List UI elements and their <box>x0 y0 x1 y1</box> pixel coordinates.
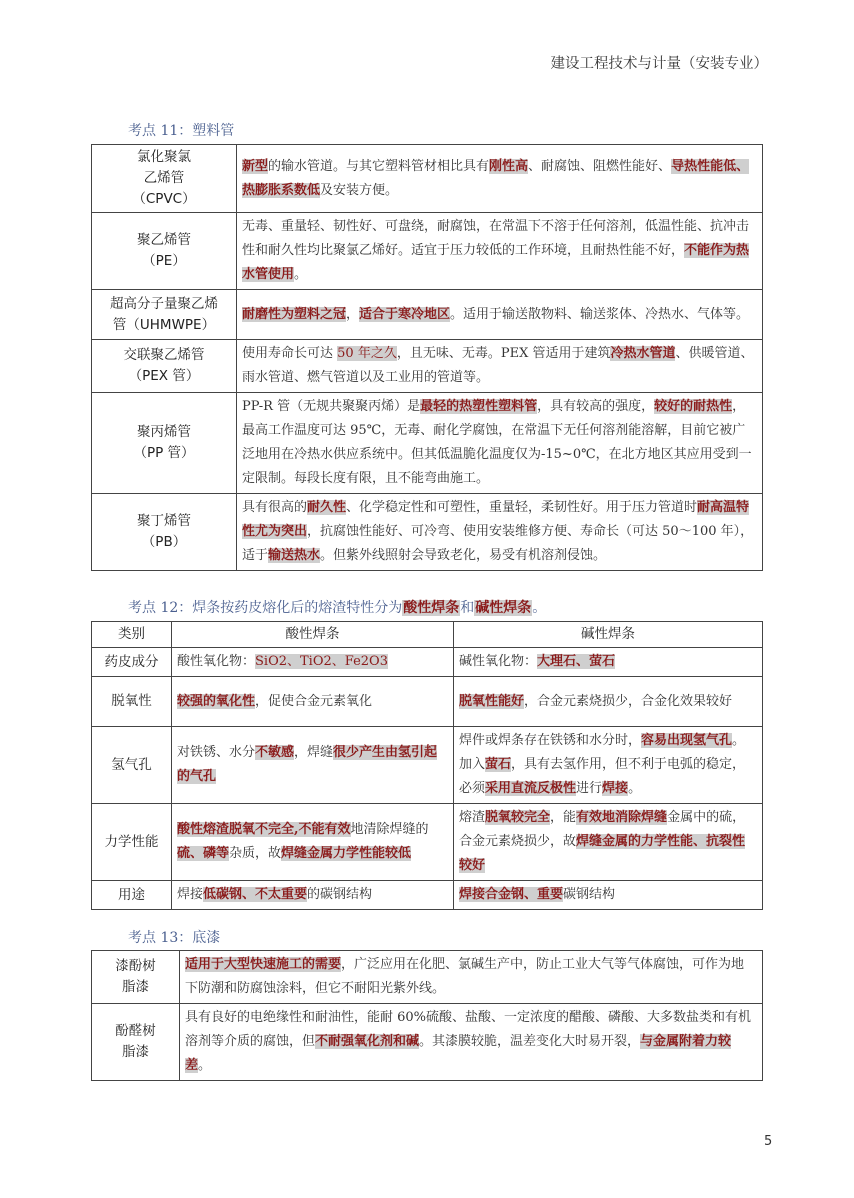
highlighted-text: 酸性焊条 <box>403 600 460 616</box>
table-row <box>92 290 763 340</box>
primer-description-cell <box>180 1004 763 1081</box>
category-name-cell <box>92 727 172 804</box>
name-line: 力学性能 <box>104 833 159 850</box>
name-line: 交联聚乙烯管 <box>123 347 205 363</box>
highlighted-text: 最轻的热塑性塑料管 <box>420 399 538 414</box>
basic-rod-cell <box>454 677 763 727</box>
name-line: 乙烯管 <box>143 170 185 186</box>
name-line: 氢气孔 <box>111 756 152 773</box>
pipe-name-cell <box>92 145 237 213</box>
acid-rod-cell <box>172 804 454 881</box>
highlighted-text: 焊缝金属力学性能较低 <box>281 846 412 861</box>
text-segment: 具有很高的 <box>242 500 308 515</box>
text-segment: ，抗腐蚀性能好、可冷弯、使用安装维修方便、寿命长（可达 50～100 年），适于 <box>242 524 754 563</box>
text-segment: 。 <box>628 781 642 796</box>
table-row <box>92 648 763 677</box>
header-acid-rod: 酸性焊条 <box>172 622 454 648</box>
table-row <box>92 1004 763 1081</box>
name-line: 脂漆 <box>122 979 149 995</box>
table-row <box>92 393 763 494</box>
highlighted-text: 容易出现氢气孔 <box>641 733 733 748</box>
text-segment: ，能 <box>550 810 577 825</box>
table-row <box>92 804 763 881</box>
basic-rod-cell <box>454 727 763 804</box>
highlighted-text: 刚性高 <box>489 158 529 174</box>
basic-rod-cell <box>454 648 763 677</box>
text-segment: 。其漆膜较脆，温差变化大时易开裂， <box>419 1034 641 1049</box>
text-segment: 及安装方便。 <box>320 182 399 198</box>
highlighted-text: 脱氧性能好 <box>459 693 525 709</box>
text-segment: ， <box>346 306 360 322</box>
section-12-title <box>128 597 546 617</box>
text-segment: 、耐腐蚀、阻燃性能好、 <box>528 158 672 174</box>
highlighted-text: 适用于大型快速施工的需要 <box>185 957 342 972</box>
highlighted-text: 大理石、萤石 <box>537 654 616 669</box>
section-13-title: 考点 13：底漆 <box>128 930 221 946</box>
highlighted-text: 脱氧较完全 <box>485 810 551 825</box>
name-line: 聚乙烯管 <box>137 232 191 248</box>
text-segment: 碳钢结构 <box>563 887 616 902</box>
text-segment: 金属中的硫，合金元素烧损少，故 <box>459 810 746 849</box>
table-row <box>92 727 763 804</box>
text-segment: 无毒、重量轻、韧性好、可盘绕，耐腐蚀，在常温下不溶于任何溶剂，低温性能、抗冲击性和耐久性均比聚氯乙烯好。适宜于压力较低的工作环境，且耐热性能不好， <box>242 219 750 258</box>
text-segment: 使用寿命长可达 <box>242 346 338 361</box>
primer-table <box>91 950 763 1081</box>
name-line: （CPVC） <box>132 191 196 207</box>
table-row <box>92 494 763 571</box>
text-segment: 熔渣 <box>459 810 486 825</box>
pipe-name-cell <box>92 290 237 340</box>
highlighted-text: 酸性熔渣脱氧不完全,不能有效 <box>177 822 351 837</box>
table-row <box>92 951 763 1004</box>
highlighted-text: 新型 <box>242 158 269 174</box>
header-basic-rod: 碱性焊条 <box>454 622 763 648</box>
highlighted-text: 不能作为热水管使用 <box>242 243 750 282</box>
name-line: 脂漆 <box>122 1044 149 1060</box>
text-segment: 考点 12：焊条按药皮熔化后的熔渣特性分为 <box>128 600 403 616</box>
name-line: 药皮成分 <box>104 653 159 670</box>
pipe-description-cell <box>237 494 763 571</box>
text-segment: 和 <box>460 600 475 616</box>
highlighted-text: 采用直流反极性 <box>485 781 577 796</box>
text-segment: 。 <box>294 267 308 282</box>
highlighted-text: 焊接合金钢、重要 <box>459 887 564 902</box>
pipe-name-cell <box>92 213 237 290</box>
text-segment: ，焊缝 <box>294 745 334 760</box>
table-row <box>92 881 763 910</box>
text-segment: 地清除焊缝的 <box>350 822 429 837</box>
pipe-description-cell <box>237 290 763 340</box>
pipe-name-cell <box>92 494 237 571</box>
basic-rod-cell <box>454 881 763 910</box>
name-line: 聚丁烯管 <box>137 513 191 529</box>
highlighted-text: 有效地消除焊缝 <box>576 810 668 825</box>
name-line: 氯化聚氯 <box>137 149 191 165</box>
highlighted-text: 硫、磷等 <box>177 846 230 861</box>
text-segment: 、供暖管道、雨水管道、燃气管道以及工业用的管道等。 <box>242 346 754 385</box>
highlighted-text: 冷热水管道 <box>610 346 676 361</box>
primer-description-cell <box>180 951 763 1004</box>
welding-rod-table <box>91 621 763 910</box>
highlighted-text: 碱性焊条 <box>475 600 532 616</box>
text-segment: 具有良好的电绝缘性和耐油性，能耐 60%硫酸、盐酸、一定浓度的醋酸、磷酸、大多数盐类和有机溶剂等介质的腐蚀，但 <box>185 1010 752 1049</box>
highlighted-text: SiO2、TiO2、Fe2O3 <box>255 654 388 669</box>
pipe-description-cell <box>237 340 763 393</box>
category-name-cell <box>92 881 172 910</box>
name-line: 超高分子量聚乙烯 <box>110 295 218 312</box>
highlighted-text: 耐久性 <box>307 500 347 515</box>
text-segment: 、化学稳定性和可塑性，重量轻，柔韧性好。用于压力管道时 <box>346 500 698 515</box>
highlighted-text: 萤石 <box>485 757 512 772</box>
highlighted-text: 与金属附着力较差 <box>185 1034 732 1073</box>
highlighted-text: 适合于寒冷地区 <box>359 306 451 322</box>
highlighted-text: 焊缝金属的力学性能、抗裂性较好 <box>459 834 746 873</box>
pipe-description-cell <box>237 145 763 213</box>
pipe-name-cell <box>92 340 237 393</box>
name-line: （PB） <box>141 534 187 550</box>
name-line: 酚醛树 <box>115 1023 156 1039</box>
text-segment: 进行 <box>576 781 603 796</box>
highlighted-text: 不敏感 <box>255 745 295 760</box>
text-segment: 对铁锈、水分 <box>177 745 256 760</box>
text-segment: 杂质，故 <box>229 846 282 861</box>
acid-rod-cell <box>172 727 454 804</box>
table-row <box>92 677 763 727</box>
name-line: 管（UHMWPE） <box>112 316 216 333</box>
name-line: 脱氧性 <box>111 693 152 709</box>
text-segment: ，最高工作温度可达 95℃，无毒、耐化学腐蚀，在常温下无任何溶剂能溶解，目前它被广泛地用在冷热水供应系统中。但其低温脆化温度仅为-15~0℃，在北方地区其应用受到一定限制。每段长度有限，且不能弯曲施工。 <box>242 399 752 486</box>
text-segment: 。 <box>198 1058 212 1073</box>
pipe-name-cell <box>92 393 237 494</box>
text-segment: 。但紫外线照射会导致老化，易受有机溶剂侵蚀。 <box>320 548 607 563</box>
pipe-description-cell <box>237 393 763 494</box>
highlighted-text: 焊接 <box>602 781 629 796</box>
text-segment: 碱性氧化物： <box>459 654 538 669</box>
header-category: 类别 <box>92 622 172 648</box>
text-segment: ，具有较高的强度， <box>537 399 655 414</box>
plastic-pipe-table <box>91 144 763 571</box>
primer-name-cell <box>92 1004 180 1081</box>
pipe-description-cell <box>237 213 763 290</box>
table-row <box>92 213 763 290</box>
highlighted-text: 很少产生由氢引起的气孔 <box>177 745 438 784</box>
text-segment: 酸性氧化物： <box>177 654 256 669</box>
table-row <box>92 145 763 213</box>
highlighted-text: 导热性能低、热膨胀系数低 <box>242 158 750 198</box>
text-segment: 焊件或焊条存在铁锈和水分时， <box>459 733 642 748</box>
text-segment: ，广泛应用在化肥、氯碱生产中，防止工业大气等气体腐蚀，可作为地下防潮和防腐蚀涂料，但它不耐阳光紫外线。 <box>185 957 745 996</box>
highlighted-text: 50 年之久 <box>337 346 397 361</box>
acid-rod-cell <box>172 677 454 727</box>
acid-rod-cell <box>172 648 454 677</box>
page-number: 5 <box>764 1134 773 1149</box>
text-segment: 焊接 <box>177 887 204 902</box>
text-segment: 的碳钢结构 <box>307 887 373 902</box>
highlighted-text: 低碳钢、不太重要 <box>203 887 308 902</box>
text-segment: ，促使合金元素氧化 <box>255 693 373 709</box>
category-name-cell <box>92 804 172 881</box>
section-11-title: 考点 11：塑料管 <box>128 123 235 139</box>
highlighted-text: 较强的氧化性 <box>177 693 256 709</box>
text-segment: 。加入 <box>459 733 746 772</box>
text-segment: ，合金元素烧损少，合金化效果较好 <box>524 693 733 709</box>
text-segment: ，且无味、无毒。PEX 管适用于建筑 <box>396 346 611 361</box>
text-segment: 的输水管道。与其它塑料管材相比具有 <box>268 158 490 174</box>
acid-rod-cell <box>172 881 454 910</box>
basic-rod-cell <box>454 804 763 881</box>
name-line: （PEX 管） <box>128 368 200 384</box>
name-line: （PP 管） <box>133 445 195 461</box>
text-segment: 。适用于输送散物料、输送浆体、冷热水、气体等。 <box>450 306 750 322</box>
highlighted-text: 较好的耐热性 <box>654 399 733 414</box>
highlighted-text: 不耐强氧化剂和碱 <box>315 1034 420 1049</box>
primer-name-cell <box>92 951 180 1004</box>
name-line: 漆酚树 <box>115 958 156 974</box>
highlighted-text: 输送热水 <box>268 548 321 563</box>
text-segment: PP-R 管（无规共聚聚丙烯）是 <box>242 399 421 414</box>
category-name-cell <box>92 677 172 727</box>
name-line: 聚丙烯管 <box>137 424 191 440</box>
highlighted-text: 耐磨性为塑料之冠 <box>242 306 347 322</box>
name-line: 用途 <box>118 886 145 903</box>
text-segment: ，具有去氢作用，但不利于电弧的稳定，必须 <box>459 757 746 796</box>
category-name-cell <box>92 648 172 677</box>
highlighted-text: 耐高温特性尤为突出 <box>242 500 750 539</box>
page-header: 建设工程技术与计量（安装专业） <box>550 56 768 72</box>
text-segment: 。 <box>532 600 547 616</box>
table-row <box>92 340 763 393</box>
name-line: （PE） <box>142 253 186 269</box>
